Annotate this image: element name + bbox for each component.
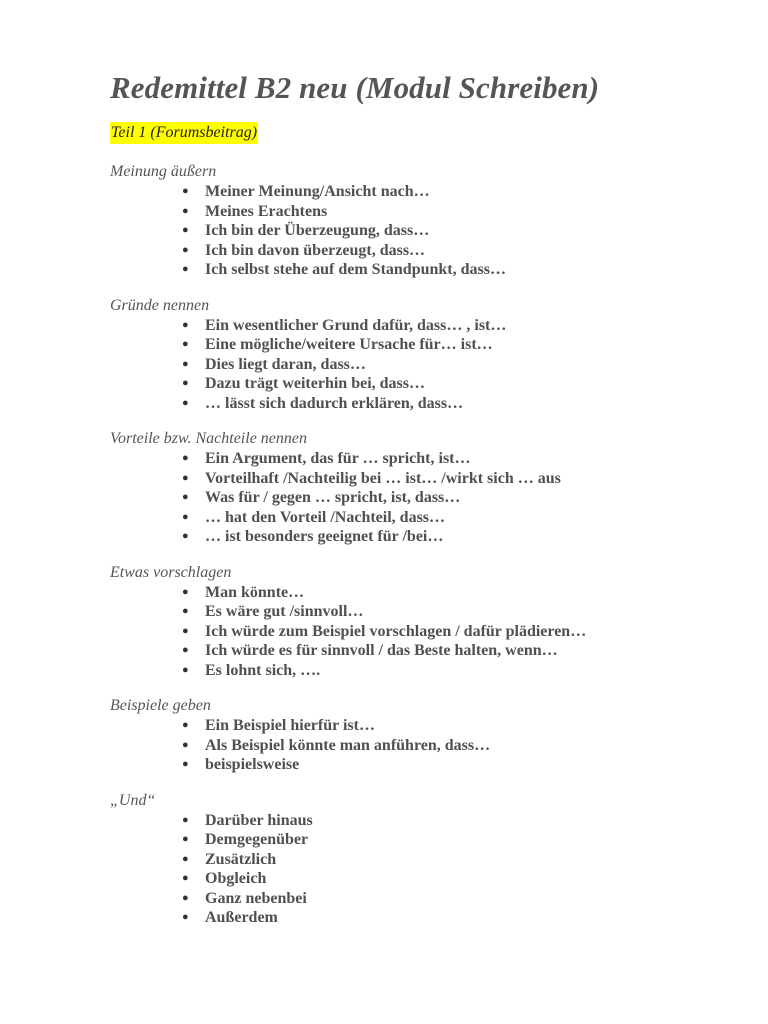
list-item-text: Ich würde zum Beispiel vorschlagen / dafür plädieren… [205,622,587,640]
list-item [110,736,730,756]
bullet-list [110,316,730,414]
section-4 [110,696,730,775]
bullet-icon: ● [182,318,189,331]
list-item-text: beispielsweise [205,756,300,773]
bullet-icon: ● [182,491,189,503]
list-item [110,527,730,547]
bullet-icon: ● [182,663,189,676]
bullet-icon: ● [182,243,189,256]
section-2 [110,429,730,547]
list-item-text: Dazu trägt weiterhin bei, dass… [205,375,425,392]
bullet-icon: ● [182,224,189,236]
list-item-text: Es lohnt sich, …. [205,661,321,679]
section-heading: Beispiele geben [110,697,211,714]
list-item [110,641,730,661]
list-item-text: Ein wesentlicher Grund dafür, dass… , ist… [205,316,507,334]
list-item [110,335,730,355]
bullet-icon: ● [182,452,189,464]
list-item [110,755,730,775]
bullet-list [110,811,730,928]
bullet-icon: ● [182,833,189,845]
list-item [110,811,730,831]
bullet-icon: ● [182,585,189,598]
list-item-text: Was für / gegen … spricht, ist, dass… [205,489,461,506]
list-item-text: Meines Erachtens [205,202,328,220]
bullet-icon: ● [182,204,189,217]
list-item [110,583,730,603]
list-item-text: Ein Argument, das für … spricht, ist… [205,450,471,467]
bullet-icon: ● [182,891,189,904]
list-item [110,850,730,870]
list-item-text: Dies liegt daran, dass… [205,355,366,373]
list-item [110,508,730,528]
list-item [110,908,730,928]
list-item [110,716,730,736]
sections-container [110,162,730,928]
list-item [110,316,730,336]
list-item-text: Eine mögliche/weitere Ursache für… ist… [205,336,493,353]
part-heading-row [110,122,730,146]
bullet-icon: ● [182,813,189,826]
bullet-list [110,182,730,280]
list-item-text: Ich bin davon überzeugt, dass… [205,241,426,259]
section-heading: Vorteile bzw. Nachteile nennen [110,430,307,447]
list-item-text: Außerdem [205,909,278,926]
bullet-icon: ● [182,719,189,731]
section-1 [110,296,730,414]
section-3 [110,563,730,681]
bullet-icon: ● [182,872,189,884]
bullet-icon: ● [182,738,189,751]
list-item-text: Ich bin der Überzeugung, dass… [205,222,430,239]
list-item [110,602,730,622]
list-item [110,469,730,489]
list-item-text: Meiner Meinung/Ansicht nach… [205,183,430,200]
bullet-list [110,716,730,775]
list-item [110,661,730,681]
list-item [110,449,730,469]
list-item-text: Ganz nebenbei [205,889,307,907]
bullet-list [110,583,730,681]
list-item [110,488,730,508]
bullet-icon: ● [182,605,189,617]
bullet-icon: ● [182,530,189,542]
list-item [110,374,730,394]
part-heading-highlighted: Teil 1 (Forumsbeitrag) [110,122,258,144]
section-heading: Gründe nennen [110,296,210,314]
section-5 [110,791,730,928]
section-0 [110,162,730,280]
list-item [110,241,730,261]
list-item-text: Es wäre gut /sinnvoll… [205,603,364,620]
bullet-icon: ● [182,396,189,409]
bullet-icon: ● [182,338,189,350]
list-item [110,889,730,909]
list-item-text: Ich selbst stehe auf dem Standpunkt, dass… [205,261,506,278]
section-heading: Meinung äußern [110,163,217,180]
list-item-text: … hat den Vorteil /Nachteil, dass… [205,508,446,526]
bullet-icon: ● [182,185,189,197]
list-item-text: Zusätzlich [205,850,277,868]
list-item-text: … lässt sich dadurch erklären, dass… [205,394,464,412]
list-item-text: Obgleich [205,870,267,887]
bullet-icon: ● [182,758,189,770]
document-page [110,68,730,928]
bullet-icon: ● [182,263,189,275]
list-item-text: Man könnte… [205,583,305,601]
list-item-text: Darüber hinaus [205,811,313,829]
document-title: Redemittel B2 neu (Modul Schreiben) [110,70,600,105]
list-item-text: Vorteilhaft /Nachteilig bei … ist… /wirkt sich … aus [205,469,561,487]
list-item [110,830,730,850]
list-item-text: Ein Beispiel hierfür ist… [205,717,375,734]
list-item [110,355,730,375]
list-item [110,394,730,414]
bullet-list [110,449,730,547]
list-item [110,260,730,280]
bullet-icon: ● [182,624,189,637]
list-item [110,622,730,642]
list-item [110,202,730,222]
bullet-icon: ● [182,644,189,656]
section-heading: Etwas vorschlagen [110,563,232,581]
bullet-icon: ● [182,911,189,923]
bullet-icon: ● [182,357,189,370]
list-item-text: Demgegenüber [205,831,309,848]
list-item [110,221,730,241]
bullet-icon: ● [182,471,189,484]
bullet-icon: ● [182,377,189,389]
list-item-text: … ist besonders geeignet für /bei… [205,528,444,545]
bullet-icon: ● [182,510,189,523]
bullet-icon: ● [182,852,189,865]
list-item-text: Ich würde es für sinnvoll / das Beste halten, wenn… [205,642,558,659]
section-heading: „Und“ [110,791,156,809]
list-item-text: Als Beispiel könnte man anführen, dass… [205,736,491,754]
list-item [110,869,730,889]
list-item [110,182,730,202]
